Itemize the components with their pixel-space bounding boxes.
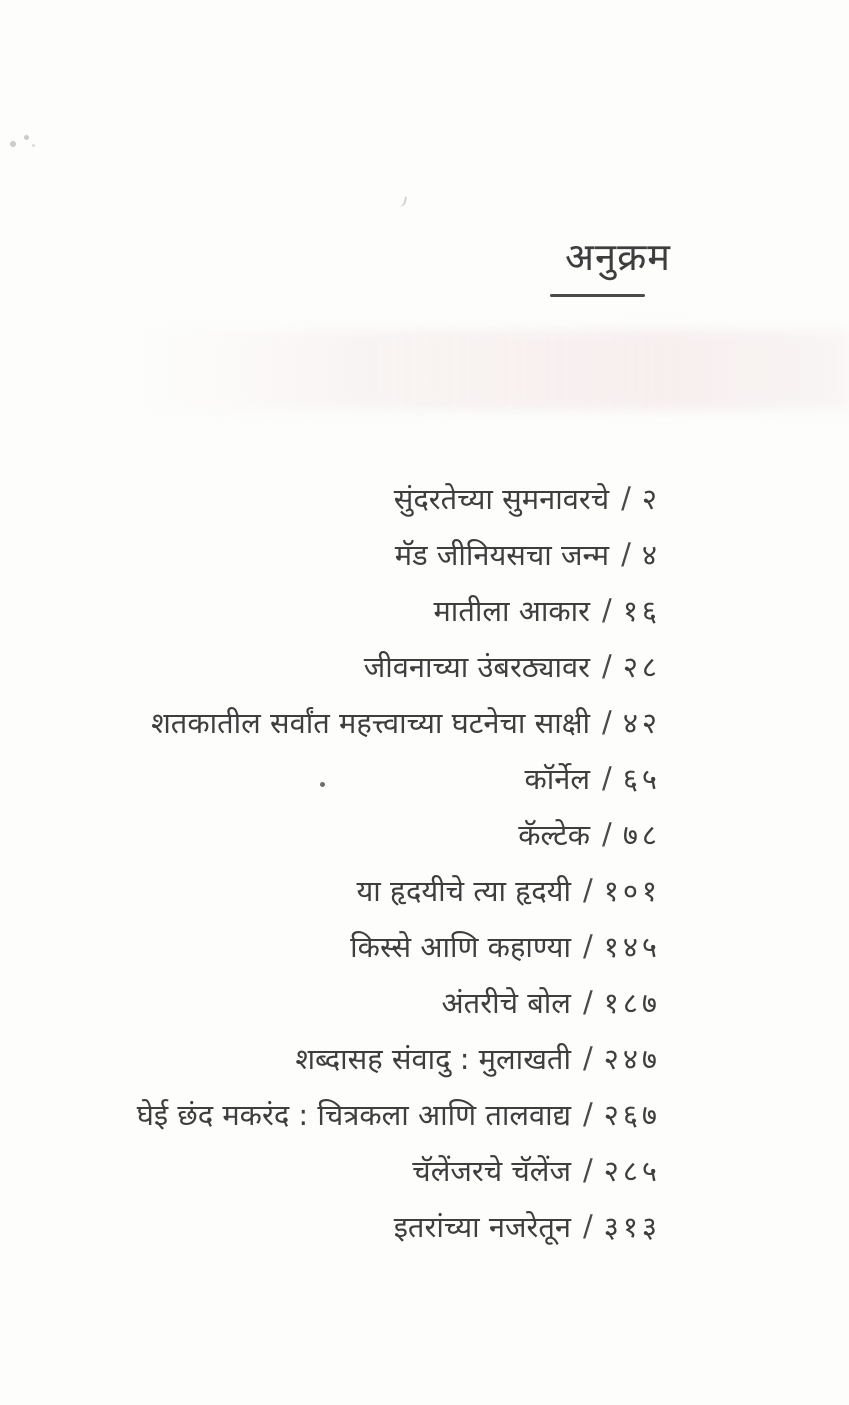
page-number: ४२ [622,705,661,740]
separator: / [582,1209,593,1243]
separator: / [582,1041,593,1075]
page-number: ७८ [622,817,661,852]
toc-entry [97,694,661,750]
separator: / [602,649,612,683]
chapter-title: मॅड जीनियसचा जन्म [394,537,610,572]
page-number: २४७ [603,1041,661,1076]
page-number: १६ [622,593,661,628]
chapter-title: या हृदयीचे त्या हृदयी [356,873,571,908]
toc-entry [97,1142,661,1198]
toc-entry [97,750,661,806]
page-number: २८५ [603,1153,661,1188]
separator: / [582,1097,593,1131]
toc-entry [97,1198,661,1254]
separator: / [582,929,593,963]
chapter-title: घेई छंद मकरंद : चित्रकला आणि तालवाद्य [136,1097,571,1132]
chapter-title: कॅल्टेक [518,817,591,852]
toc-entry [97,918,661,974]
chapter-title: कॉर्नेल [524,761,591,796]
page-number: १८७ [603,985,661,1020]
separator: / [602,705,612,739]
toc-entry [97,974,661,1030]
toc-entry [97,526,661,582]
toc-entry [97,862,661,918]
scan-mark [398,195,407,207]
toc-entry [97,638,661,694]
scan-smudge [140,330,849,410]
page-number: १४५ [603,929,661,964]
page-number: ६५ [622,761,661,796]
chapter-title: जीवनाच्या उंबरठ्यावर [363,649,591,684]
toc-entry [97,470,661,526]
toc-entry [97,1030,661,1086]
page-number: २ [641,481,661,516]
separator: / [602,817,612,851]
table-of-contents [97,470,661,1254]
separator: / [582,1153,593,1187]
toc-entry [97,806,661,862]
chapter-title: शतकातील सर्वांत महत्त्वाच्या घटनेचा साक्षी [151,705,591,740]
page-number: १०१ [603,873,661,908]
page-title: अनुक्रम [564,235,672,279]
chapter-title: चॅलेंजरचे चॅलेंज [412,1153,571,1188]
separator: / [582,873,593,907]
page-number: ३१३ [603,1209,661,1244]
toc-entry [97,582,661,638]
chapter-title: किस्से आणि कहाण्या [350,929,571,964]
page-number: २६७ [603,1097,661,1132]
separator: / [602,761,612,795]
chapter-title: मातीला आकार [433,593,591,628]
separator: / [582,985,593,1019]
chapter-title: सुंदरतेच्या सुमनावरचे [393,481,610,516]
chapter-title: शब्दासह संवादु : मुलाखती [295,1041,571,1076]
title-underline [550,294,645,297]
chapter-title: अंतरीचे बोल [441,985,571,1020]
separator: / [602,593,612,627]
contents-heading-block [548,230,688,297]
separator: / [621,481,631,515]
chapter-title: इतरांच्या नजरेतून [393,1209,571,1244]
toc-entry [97,1086,661,1142]
page-number: २८ [622,649,661,684]
scan-speck-cluster [6,133,40,151]
page-number: ४ [641,537,661,572]
separator: / [621,537,631,571]
